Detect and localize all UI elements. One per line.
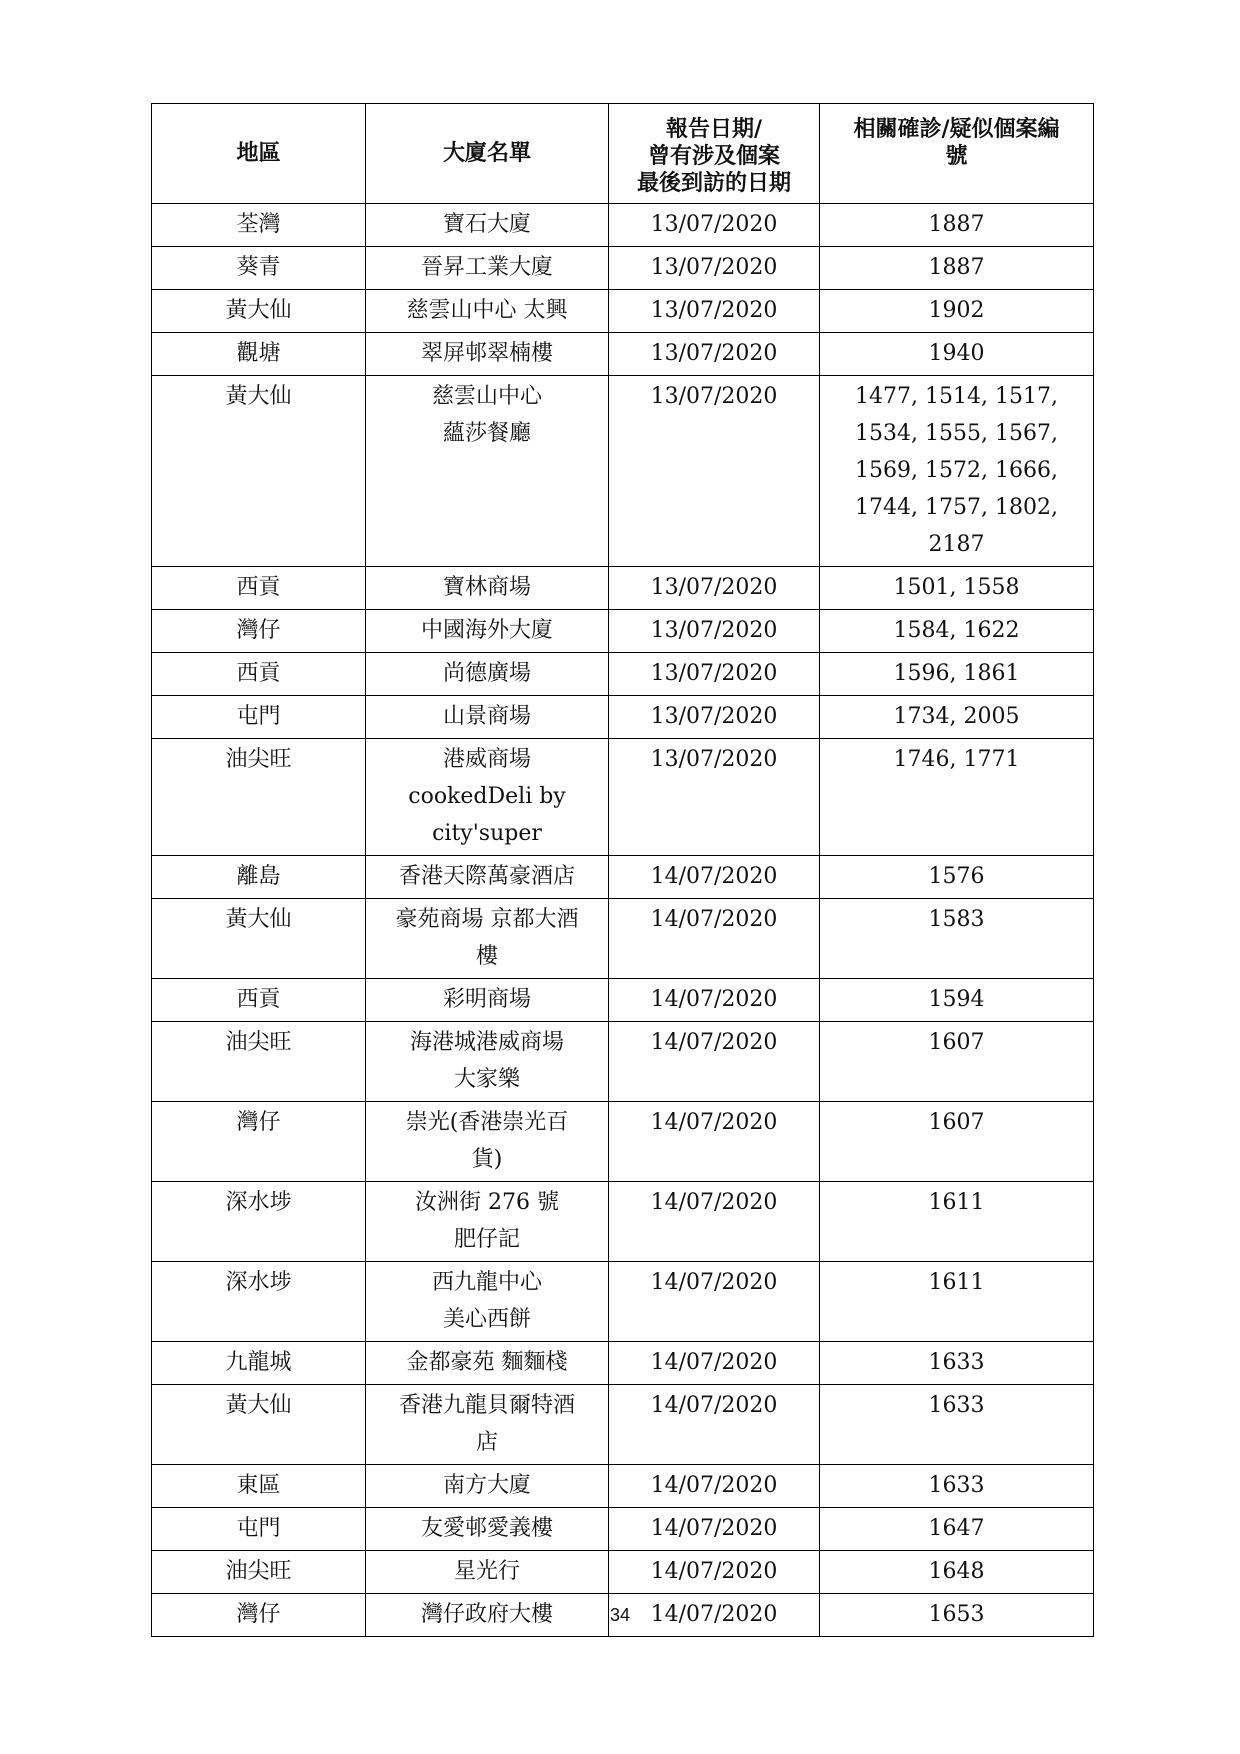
- table-row: [152, 204, 1094, 247]
- building-cell: 山景商場: [366, 696, 609, 739]
- district-cell: 油尖旺: [152, 739, 366, 856]
- table-row: [152, 1182, 1094, 1262]
- district-cell: 黃大仙: [152, 290, 366, 333]
- district-cell: 西貢: [152, 653, 366, 696]
- case-numbers-cell: 1653: [820, 1594, 1094, 1637]
- case-numbers-cell: 1596, 1861: [820, 653, 1094, 696]
- table-row: [152, 979, 1094, 1022]
- date-cell: 13/07/2020: [609, 567, 820, 610]
- building-cell: 尚德廣場: [366, 653, 609, 696]
- header-building-list: 大廈名單: [366, 104, 609, 204]
- date-cell: 14/07/2020: [609, 1594, 820, 1637]
- district-cell: 荃灣: [152, 204, 366, 247]
- case-numbers-cell: 1633: [820, 1465, 1094, 1508]
- case-numbers-cell: 1576: [820, 856, 1094, 899]
- table-row: [152, 1342, 1094, 1385]
- date-cell: 13/07/2020: [609, 290, 820, 333]
- building-cell: 翠屏邨翠楠樓: [366, 333, 609, 376]
- table-row: [152, 610, 1094, 653]
- district-cell: 深水埗: [152, 1262, 366, 1342]
- district-cell: 西貢: [152, 567, 366, 610]
- table-row: [152, 1262, 1094, 1342]
- date-cell: 14/07/2020: [609, 979, 820, 1022]
- case-numbers-cell: 1584, 1622: [820, 610, 1094, 653]
- date-cell: 13/07/2020: [609, 333, 820, 376]
- case-numbers-cell: 1607: [820, 1102, 1094, 1182]
- table-row: [152, 1551, 1094, 1594]
- date-cell: 14/07/2020: [609, 1102, 820, 1182]
- header-district: 地區: [152, 104, 366, 204]
- case-numbers-cell: 1647: [820, 1508, 1094, 1551]
- table-row: [152, 376, 1094, 567]
- table-row: [152, 247, 1094, 290]
- case-numbers-cell: 1583: [820, 899, 1094, 979]
- table-row: [152, 567, 1094, 610]
- district-cell: 油尖旺: [152, 1022, 366, 1102]
- table-header: [152, 104, 1094, 204]
- table-row: [152, 333, 1094, 376]
- page-number: 34: [609, 1605, 631, 1625]
- building-cell: 彩明商場: [366, 979, 609, 1022]
- building-cell: 灣仔政府大樓: [366, 1594, 609, 1637]
- district-cell: 油尖旺: [152, 1551, 366, 1594]
- building-cell: 中國海外大廈: [366, 610, 609, 653]
- date-cell: 13/07/2020: [609, 739, 820, 856]
- district-cell: 東區: [152, 1465, 366, 1508]
- building-cell: 港威商場 cookedDeli by city'super: [366, 739, 609, 856]
- date-cell: 14/07/2020: [609, 1342, 820, 1385]
- case-numbers-cell: 1607: [820, 1022, 1094, 1102]
- building-cell: 豪苑商場 京都大酒 樓: [366, 899, 609, 979]
- table-row: [152, 856, 1094, 899]
- building-cell: 香港九龍貝爾特酒 店: [366, 1385, 609, 1465]
- date-cell: 14/07/2020: [609, 1551, 820, 1594]
- case-numbers-cell: 1611: [820, 1262, 1094, 1342]
- table-row: [152, 1022, 1094, 1102]
- district-cell: 西貢: [152, 979, 366, 1022]
- building-cell: 海港城港威商場 大家樂: [366, 1022, 609, 1102]
- building-cell: 慈雲山中心 蘊莎餐廳: [366, 376, 609, 567]
- building-cases-table: [151, 103, 1094, 1637]
- district-cell: 屯門: [152, 1508, 366, 1551]
- table-row: [152, 1465, 1094, 1508]
- district-cell: 深水埗: [152, 1182, 366, 1262]
- district-cell: 黃大仙: [152, 1385, 366, 1465]
- building-cell: 西九龍中心 美心西餅: [366, 1262, 609, 1342]
- header-case-numbers: 相關確診/疑似個案編 號: [820, 104, 1094, 204]
- district-cell: 灣仔: [152, 1102, 366, 1182]
- table-row: [152, 696, 1094, 739]
- date-cell: 14/07/2020: [609, 899, 820, 979]
- building-cell: 友愛邨愛義樓: [366, 1508, 609, 1551]
- building-cell: 崇光(香港崇光百 貨): [366, 1102, 609, 1182]
- header-report-date: 報告日期/ 曾有涉及個案 最後到訪的日期: [609, 104, 820, 204]
- date-cell: 13/07/2020: [609, 376, 820, 567]
- district-cell: 九龍城: [152, 1342, 366, 1385]
- header-row: [152, 104, 1094, 204]
- district-cell: 葵青: [152, 247, 366, 290]
- district-cell: 觀塘: [152, 333, 366, 376]
- district-cell: 屯門: [152, 696, 366, 739]
- building-cell: 星光行: [366, 1551, 609, 1594]
- table-row: [152, 290, 1094, 333]
- date-cell: 13/07/2020: [609, 696, 820, 739]
- case-numbers-cell: 1887: [820, 204, 1094, 247]
- date-cell: 14/07/2020: [609, 1465, 820, 1508]
- date-cell: 13/07/2020: [609, 610, 820, 653]
- table-row: [152, 739, 1094, 856]
- case-numbers-cell: 1633: [820, 1342, 1094, 1385]
- district-cell: 黃大仙: [152, 376, 366, 567]
- date-cell: 14/07/2020: [609, 856, 820, 899]
- case-numbers-cell: 1611: [820, 1182, 1094, 1262]
- date-cell: 14/07/2020: [609, 1182, 820, 1262]
- district-cell: 灣仔: [152, 1594, 366, 1637]
- date-cell: 13/07/2020: [609, 653, 820, 696]
- date-cell: 13/07/2020: [609, 247, 820, 290]
- date-cell: 14/07/2020: [609, 1385, 820, 1465]
- case-numbers-cell: 1902: [820, 290, 1094, 333]
- table-body: [152, 204, 1094, 1637]
- building-cell: 晉昇工業大廈: [366, 247, 609, 290]
- table-row: [152, 899, 1094, 979]
- date-cell: 13/07/2020: [609, 204, 820, 247]
- building-cell: 汝洲街 276 號 肥仔記: [366, 1182, 609, 1262]
- building-cell: 香港天際萬豪酒店: [366, 856, 609, 899]
- building-cell: 寶林商場: [366, 567, 609, 610]
- case-numbers-cell: 1633: [820, 1385, 1094, 1465]
- building-cell: 南方大廈: [366, 1465, 609, 1508]
- date-cell: 14/07/2020: [609, 1022, 820, 1102]
- case-numbers-cell: 1477, 1514, 1517, 1534, 1555, 1567, 1569, 1572, 1666, 1744, 1757, 1802, 2187: [820, 376, 1094, 567]
- case-numbers-cell: 1594: [820, 979, 1094, 1022]
- district-cell: 離島: [152, 856, 366, 899]
- district-cell: 灣仔: [152, 610, 366, 653]
- case-numbers-cell: 1887: [820, 247, 1094, 290]
- table-row: [152, 653, 1094, 696]
- building-cell: 寶石大廈: [366, 204, 609, 247]
- date-cell: 14/07/2020: [609, 1262, 820, 1342]
- date-cell: 14/07/2020: [609, 1508, 820, 1551]
- table-row: [152, 1508, 1094, 1551]
- table-row: [152, 1385, 1094, 1465]
- case-numbers-cell: 1501, 1558: [820, 567, 1094, 610]
- case-numbers-cell: 1734, 2005: [820, 696, 1094, 739]
- building-cell: 慈雲山中心 太興: [366, 290, 609, 333]
- table-row: [152, 1102, 1094, 1182]
- case-numbers-cell: 1940: [820, 333, 1094, 376]
- building-cell: 金都豪苑 麵麵棧: [366, 1342, 609, 1385]
- district-cell: 黃大仙: [152, 899, 366, 979]
- case-numbers-cell: 1746, 1771: [820, 739, 1094, 856]
- case-numbers-cell: 1648: [820, 1551, 1094, 1594]
